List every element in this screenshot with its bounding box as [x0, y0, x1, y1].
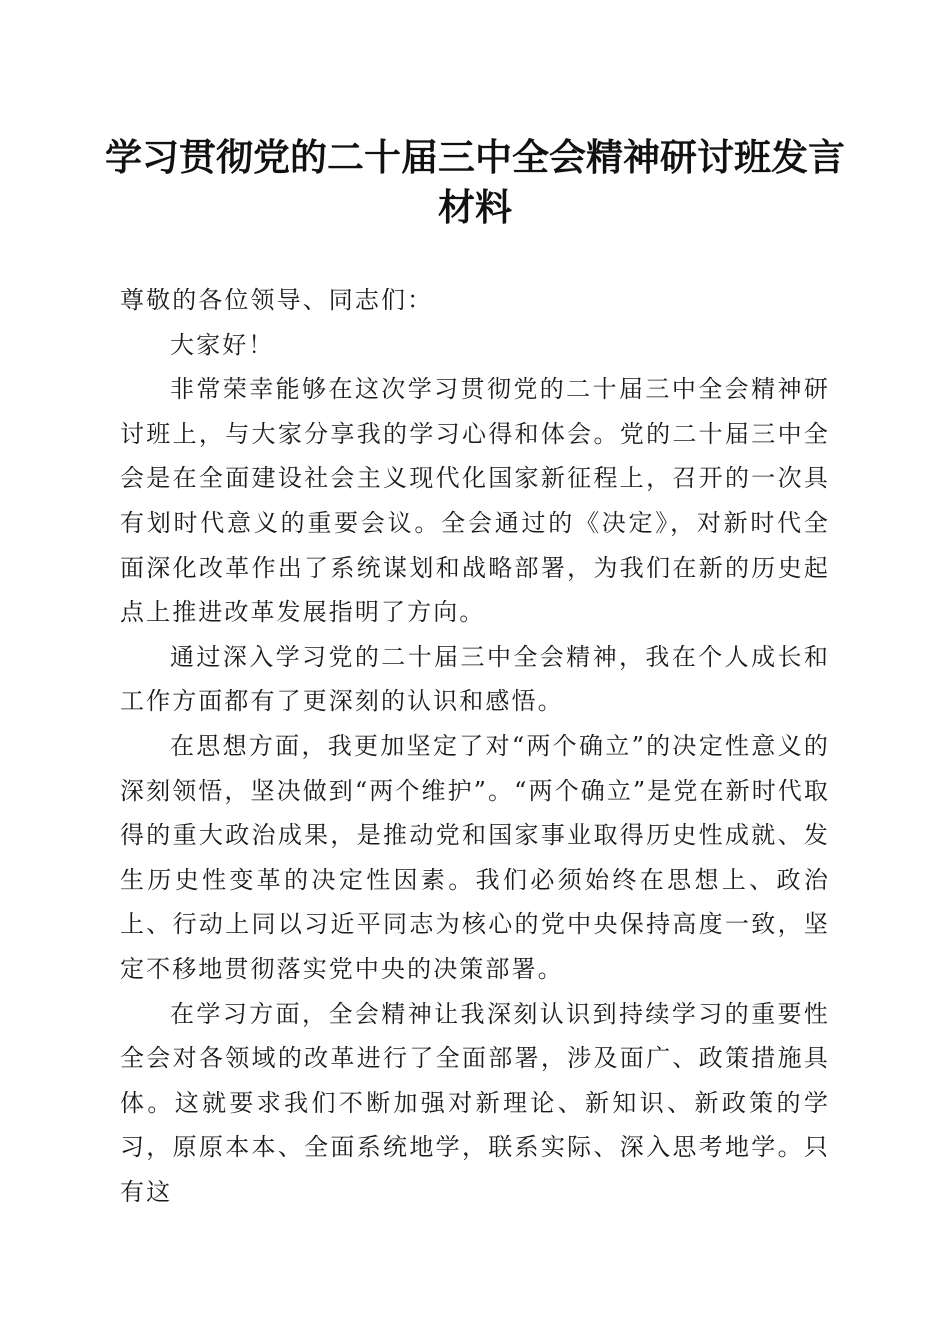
paragraph-intro: 非常荣幸能够在这次学习贯彻党的二十届三中全会精神研讨班上，与大家分享我的学习心得和体会。党的二十届三中全会是在全面建设社会主义现代化国家新征程上，召开的一次具有划时代意义的重要会议。全会通过的《决定》，对新时代全面深化改革作出了系统谋划和战略部署，为我们在新的历史起点上推进改革发展指明了方向。: [120, 375, 830, 627]
paragraph-understanding: 通过深入学习党的二十届三中全会精神，我在个人成长和工作方面都有了更深刻的认识和感悟。: [120, 642, 830, 716]
paragraph-learning: 在学习方面，全会精神让我深刻认识到持续学习的重要性全会对各领域的改革进行了全面部署，涉及面广、政策措施具体。这就要求我们不断加强对新理论、新知识、新政策的学习，原原本本、全面系统地学，联系实际、深入思考地学。只有这: [120, 999, 830, 1206]
greeting: 大家好！: [170, 330, 275, 359]
paragraph-thought: 在思想方面，我更加坚定了对“两个确立”的决定性意义的深刻领悟，坚决做到“两个维护”。“两个确立”是党在新时代取得的重大政治成果，是推动党和国家事业取得历史性成就、发生历史性变革的决定性因素。我们必须始终在思想上、政治上、行动上同以习近平同志为核心的党中央保持高度一致，坚定不移地贯彻落实党中央的决策部署。: [120, 731, 830, 983]
document-body: [120, 278, 830, 1214]
salutation: 尊敬的各位领导、同志们：: [120, 286, 434, 314]
document-title: 学习贯彻党的二十届三中全会精神研讨班发言材料: [105, 135, 845, 229]
